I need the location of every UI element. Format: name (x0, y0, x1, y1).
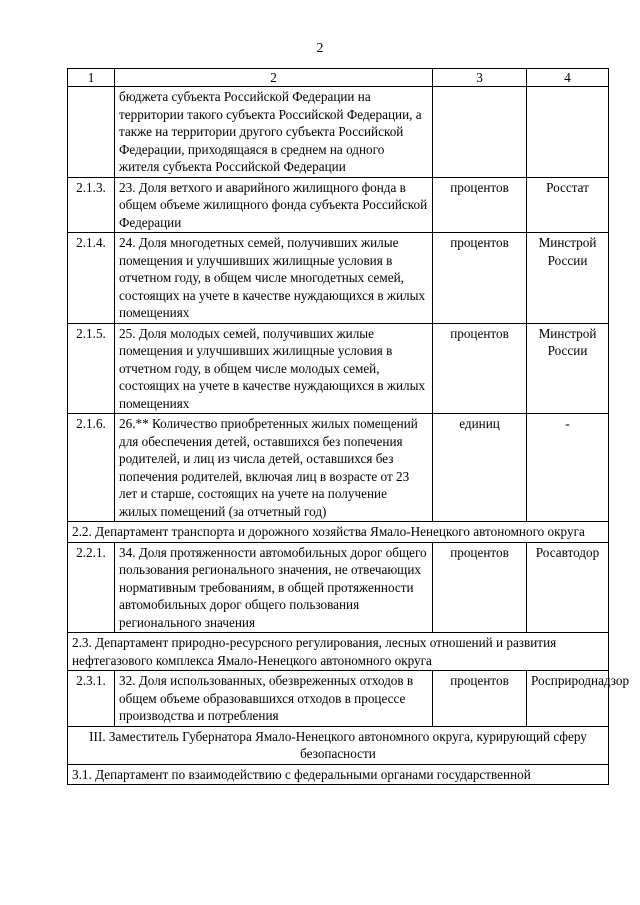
indicator-unit: процентов (433, 177, 527, 233)
indicator-unit: единиц (433, 414, 527, 522)
department-heading: 3.1. Департамент по взаимодействию с федеральными органами государственной (68, 764, 609, 785)
indicator-source: - (527, 414, 609, 522)
table-row (68, 414, 609, 522)
page-number: 2 (316, 41, 324, 56)
department-row (68, 633, 609, 671)
table-row (68, 233, 609, 324)
department-heading: 2.3. Департамент природно-ресурсного регулирования, лесных отношений и развития нефтегазового комплекса Ямало-Ненецкого автономного округа (68, 633, 609, 671)
header-col-2: 2 (115, 69, 433, 87)
indicators-table (67, 68, 630, 785)
row-number: 2.1.4. (68, 233, 115, 324)
row-number: 2.1.3. (68, 177, 115, 233)
indicator-unit (433, 87, 527, 178)
row-number: 2.3.1. (68, 671, 115, 727)
row-number: 2.1.5. (68, 323, 115, 414)
header-col-1: 1 (68, 69, 115, 87)
row-number: 2.2.1. (68, 542, 115, 633)
indicator-text: 32. Доля использованных, обезвреженных отходов в общем объеме образовавшихся отходов в процессе производства и потребления (115, 671, 433, 727)
indicator-text: 24. Доля многодетных семей, получивших жилые помещения и улучшивших жилищные условия в отчетном году, в общем числе многодетных семей, состоящих на учете в качестве нуждающихся в жилых помещениях (115, 233, 433, 324)
indicator-text: 23. Доля ветхого и аварийного жилищного фонда в общем объеме жилищного фонда субъекта Российской Федерации (115, 177, 433, 233)
department-row (68, 522, 609, 543)
indicator-source: Росстат (527, 177, 609, 233)
indicator-text: 26.** Количество приобретенных жилых помещений для обеспечения детей, оставшихся без попечения родителей, и лиц из числа детей, оставшихся без попечения родителей, включая лиц в возрасте от 23 лет и старше, состоящих на учете на получение жилых помещений (за отчетный год) (115, 414, 433, 522)
indicator-unit: процентов (433, 323, 527, 414)
indicator-source: Росприроднадзор (527, 671, 609, 727)
table-row (68, 542, 609, 633)
department-row (68, 764, 609, 785)
indicator-source: Росавтодор (527, 542, 609, 633)
indicator-text: 25. Доля молодых семей, получивших жилые помещения и улучшивших жилищные условия в отчетном году, в общем числе молодых семей, состоящих на учете в качестве нуждающихся в жилых помещениях (115, 323, 433, 414)
header-col-4: 4 (527, 69, 609, 87)
table-row (68, 177, 609, 233)
header-row (68, 69, 609, 87)
indicator-unit: процентов (433, 233, 527, 324)
indicator-text: 34. Доля протяженности автомобильных дорог общего пользования регионального значения, не отвечающих нормативным требованиям, в общей протяженности автомобильных дорог общего пользования регионального значения (115, 542, 433, 633)
table-row (68, 671, 609, 727)
indicator-unit: процентов (433, 671, 527, 727)
table-row (68, 87, 609, 178)
row-number (68, 87, 115, 178)
indicator-source: Минстрой России (527, 323, 609, 414)
department-heading: 2.2. Департамент транспорта и дорожного хозяйства Ямало-Ненецкого автономного округа (68, 522, 609, 543)
indicator-unit: процентов (433, 542, 527, 633)
indicator-source: Минстрой России (527, 233, 609, 324)
row-number: 2.1.6. (68, 414, 115, 522)
header-col-3: 3 (433, 69, 527, 87)
indicator-text: бюджета субъекта Российской Федерации на территории такого субъекта Российской Федерации, а также на территории другого субъекта Российской Федерации, приходящаяся в среднем на одного жителя субъекта Российской Федерации (115, 87, 433, 178)
section-heading: III. Заместитель Губернатора Ямало-Ненецкого автономного округа, курирующий сферу безопасности (68, 726, 609, 764)
indicator-source (527, 87, 609, 178)
section-row (68, 726, 609, 764)
table-row (68, 323, 609, 414)
